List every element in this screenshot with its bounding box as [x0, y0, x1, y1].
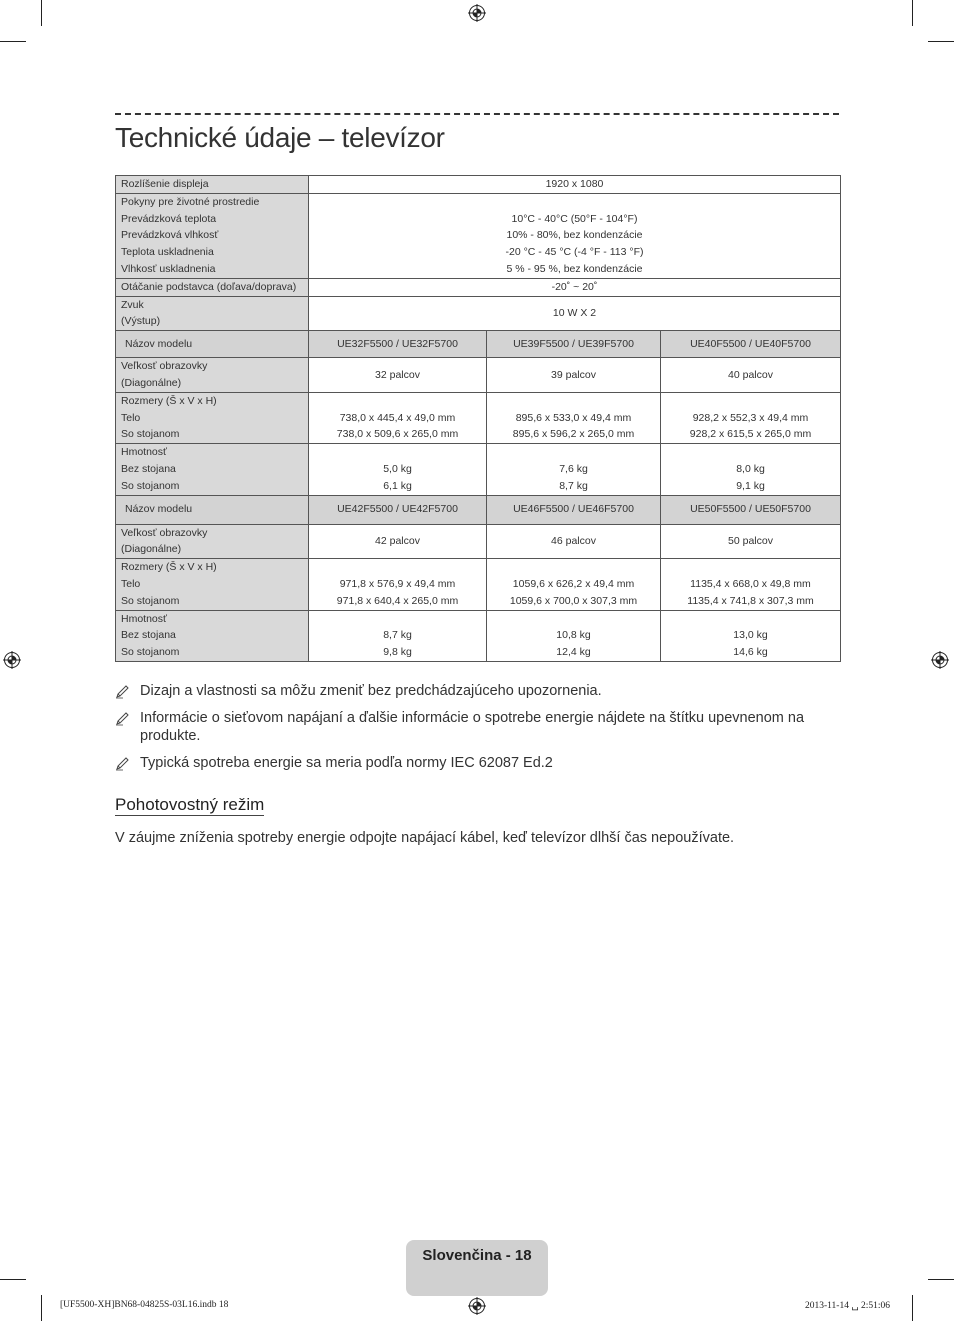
page-number-tab — [406, 1240, 548, 1296]
page-title: Technické údaje – televízor — [115, 122, 445, 153]
crop-mark — [41, 0, 42, 26]
resolution-label: Rozlíšenie displeja — [116, 176, 309, 194]
weight-row: Hmotnosť Bez stojana So stojanom 8,7 kg 9,8 kg 10,8 kg 12,4 kg 13,0 kg 14,6 kg — [116, 610, 841, 661]
footer-timestamp: 2013-11-14 ␣ 2:51:06 — [804, 1301, 890, 1311]
crop-mark — [0, 41, 26, 42]
notes-list — [115, 682, 840, 780]
resolution-value: 1920 x 1080 — [309, 176, 841, 194]
dimensions-row: Rozmery (Š x V x H) Telo So stojanom 738,0 x 445,4 x 49,0 mm 738,0 x 509,6 x 265,0 mm 895,6 x 533,0 x 49,4 mm 895,6 x 596,2 x 265,0 mm 928,2 x 552,3 x 49,4 mm 928,2 x 615,5 x 265,0 mm — [116, 392, 841, 443]
crop-mark — [912, 0, 913, 26]
crop-mark — [928, 1279, 954, 1280]
pencil-icon — [115, 757, 131, 771]
spec-table — [115, 175, 841, 662]
table-row — [116, 193, 841, 278]
note-item: Informácie o sieťovom napájaní a ďalšie informácie o spotrebe energie nájdete na štítku upevnenom na produkte. — [115, 709, 840, 746]
model-name-row: Názov modelu UE32F5500 / UE32F5700 UE39F5500 / UE39F5700 UE40F5500 / UE40F5700 — [116, 331, 841, 358]
table-row — [116, 278, 841, 296]
crop-mark — [912, 1295, 913, 1321]
standby-text: V záujme zníženia spotreby energie odpojte napájací kábel, keď televízor dlhší čas nepoužívate. — [115, 830, 735, 846]
crop-mark — [928, 41, 954, 42]
registration-mark-icon — [468, 1297, 486, 1315]
footer-file-info: [UF5500-XH]BN68-04825S-03L16.indb 18 — [60, 1300, 229, 1310]
crop-mark — [41, 1295, 42, 1321]
table-row — [116, 176, 841, 194]
screen-size-row: Veľkosť obrazovky (Diagonálne) 42 palcov 46 palcov 50 palcov — [116, 524, 841, 559]
model-name-row: Názov modelu UE42F5500 / UE42F5700 UE46F5500 / UE46F5700 UE50F5500 / UE50F5700 — [116, 495, 841, 524]
sound-value: 10 W X 2 — [309, 296, 841, 331]
pencil-icon — [115, 712, 131, 726]
registration-mark-icon — [931, 651, 949, 669]
environment-labels: Pokyny pre životné prostredie Prevádzková teplota Prevádzková vlhkosť Teplota uskladnenia Vlhkosť uskladnenia — [116, 193, 309, 278]
registration-mark-icon — [3, 651, 21, 669]
note-item: Dizajn a vlastnosti sa môžu zmeniť bez predchádzajúceho upozornenia. — [115, 682, 840, 701]
environment-values: 10°C - 40°C (50°F - 104°F) 10% - 80%, bez kondenzácie -20 °C - 45 °C (-4 °F - 113 °F) 5 % - 95 %, bez kondenzácie — [309, 193, 841, 278]
page-number: Slovenčina - 18 — [422, 1247, 532, 1264]
registration-mark-icon — [468, 4, 486, 22]
pencil-icon — [115, 685, 131, 699]
sound-labels: Zvuk (Výstup) — [116, 296, 309, 331]
dimensions-row: Rozmery (Š x V x H) Telo So stojanom 971,8 x 576,9 x 49,4 mm 971,8 x 640,4 x 265,0 mm 1059,6 x 626,2 x 49,4 mm 1059,6 x 700,0 x 307,3 mm 1135,4 x 668,0 x 49,8 mm 1135,4 x 741,8 x 307,3 mm — [116, 559, 841, 610]
title-dashed-rule — [115, 113, 839, 115]
weight-row: Hmotnosť Bez stojana So stojanom 5,0 kg 6,1 kg 7,6 kg 8,7 kg 8,0 kg 9,1 kg — [116, 444, 841, 495]
screen-size-row: Veľkosť obrazovky (Diagonálne) 32 palcov 39 palcov 40 palcov — [116, 358, 841, 393]
swivel-value: -20˚ ~ 20˚ — [309, 278, 841, 296]
table-row — [116, 296, 841, 331]
swivel-label: Otáčanie podstavca (doľava/doprava) — [116, 278, 309, 296]
crop-mark — [0, 1279, 26, 1280]
note-item: Typická spotreba energie sa meria podľa normy IEC 62087 Ed.2 — [115, 754, 840, 773]
standby-heading: Pohotovostný režim — [115, 795, 265, 814]
